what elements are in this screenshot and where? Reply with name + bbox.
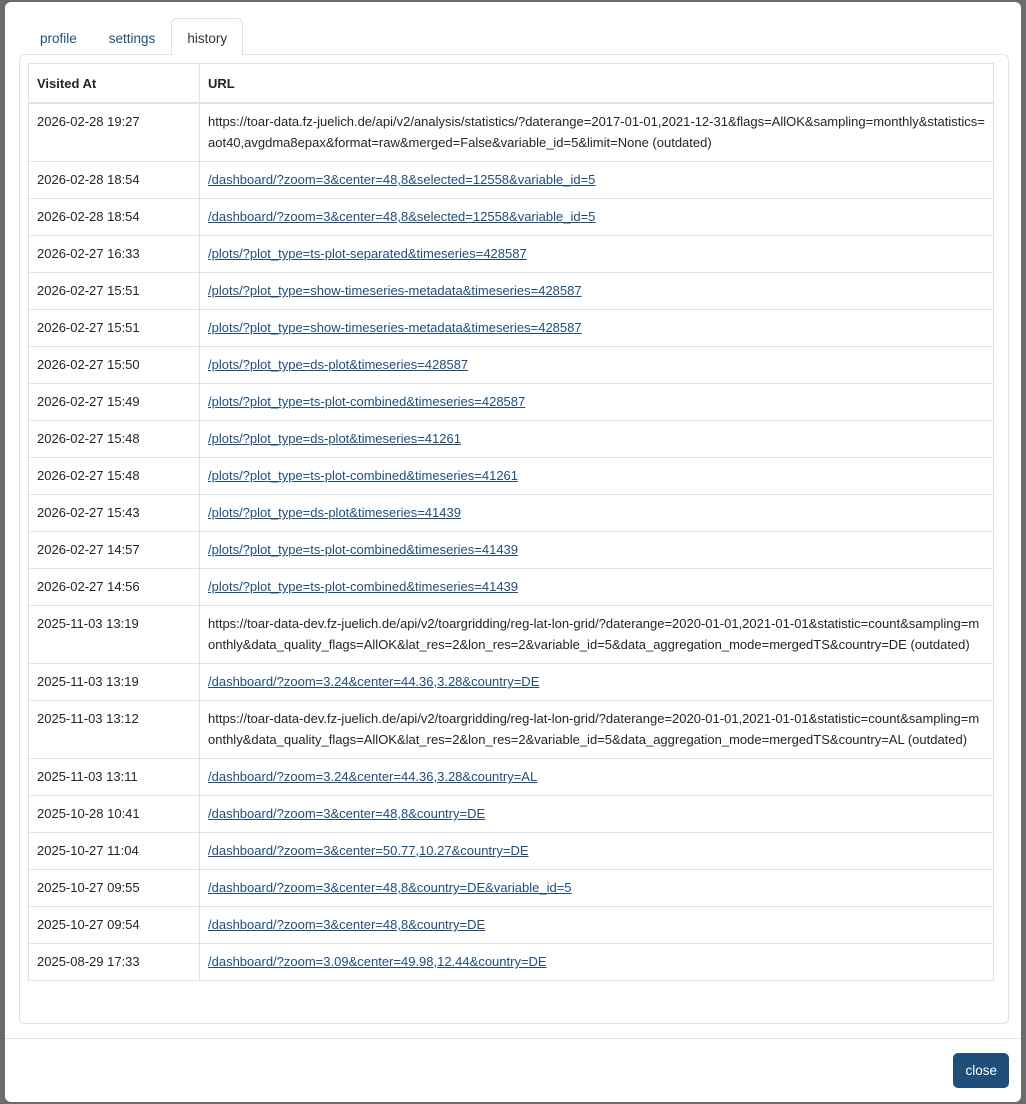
visited-at-cell: 2026-02-27 15:51 bbox=[29, 273, 200, 310]
history-link[interactable]: /dashboard/?zoom=3&center=48,8&selected=12558&variable_id=5 bbox=[208, 172, 596, 187]
visited-at-cell: 2026-02-27 14:56 bbox=[29, 569, 200, 606]
table-row bbox=[29, 458, 994, 495]
url-cell bbox=[200, 310, 994, 347]
history-panel bbox=[19, 54, 1009, 1024]
close-button[interactable]: close bbox=[953, 1053, 1009, 1088]
url-cell bbox=[200, 870, 994, 907]
visited-at-cell: 2026-02-28 19:27 bbox=[29, 103, 200, 162]
visited-at-cell: 2026-02-28 18:54 bbox=[29, 162, 200, 199]
history-link[interactable]: /dashboard/?zoom=3&center=48,8&country=DE bbox=[208, 806, 486, 821]
history-link[interactable]: /dashboard/?zoom=3&center=50.77,10.27&country=DE bbox=[208, 843, 529, 858]
history-link[interactable]: /plots/?plot_type=show-timeseries-metadata&timeseries=428587 bbox=[208, 283, 582, 298]
url-cell bbox=[200, 347, 994, 384]
visited-at-cell: 2026-02-27 15:51 bbox=[29, 310, 200, 347]
history-scroll-area[interactable] bbox=[28, 63, 1002, 1017]
url-cell bbox=[200, 796, 994, 833]
history-link[interactable]: /plots/?plot_type=ts-plot-separated&timeseries=428587 bbox=[208, 246, 527, 261]
history-link[interactable]: /plots/?plot_type=ds-plot&timeseries=428587 bbox=[208, 357, 469, 372]
history-link[interactable]: /plots/?plot_type=ts-plot-combined&timeseries=41439 bbox=[208, 542, 519, 557]
table-row bbox=[29, 759, 994, 796]
url-cell: https://toar-data-dev.fz-juelich.de/api/v2/toargridding/reg-lat-lon-grid/?daterange=2020-01-01,2021-01-01&statistic=count&sampling=monthly&data_quality_flags=AllOK&lat_res=2&lon_res=2&variable_id=5&data_aggregation_mode=mergedTS&country=AL (outdated) bbox=[200, 701, 994, 759]
url-cell bbox=[200, 162, 994, 199]
history-link[interactable]: /plots/?plot_type=ts-plot-combined&timeseries=41261 bbox=[208, 468, 519, 483]
table-row bbox=[29, 162, 994, 199]
table-row bbox=[29, 532, 994, 569]
url-cell bbox=[200, 458, 994, 495]
history-table bbox=[28, 63, 994, 981]
url-cell: https://toar-data-dev.fz-juelich.de/api/v2/toargridding/reg-lat-lon-grid/?daterange=2020-01-01,2021-01-01&statistic=count&sampling=monthly&data_quality_flags=AllOK&lat_res=2&lon_res=2&variable_id=5&data_aggregation_mode=mergedTS&country=DE (outdated) bbox=[200, 606, 994, 664]
url-cell bbox=[200, 236, 994, 273]
visited-at-cell: 2025-10-27 09:55 bbox=[29, 870, 200, 907]
table-row bbox=[29, 347, 994, 384]
history-link[interactable]: /dashboard/?zoom=3&center=48,8&selected=12558&variable_id=5 bbox=[208, 209, 596, 224]
url-cell bbox=[200, 907, 994, 944]
table-row bbox=[29, 569, 994, 606]
visited-at-cell: 2026-02-27 15:48 bbox=[29, 458, 200, 495]
url-cell bbox=[200, 273, 994, 310]
tab-bar bbox=[24, 18, 243, 56]
table-row bbox=[29, 421, 994, 458]
history-modal bbox=[5, 2, 1021, 1102]
url-cell bbox=[200, 759, 994, 796]
url-cell bbox=[200, 664, 994, 701]
table-row bbox=[29, 833, 994, 870]
url-cell bbox=[200, 569, 994, 606]
visited-at-cell: 2026-02-27 14:57 bbox=[29, 532, 200, 569]
tab-settings[interactable]: settings bbox=[108, 31, 156, 46]
history-link[interactable]: /dashboard/?zoom=3.09&center=49.98,12.44&country=DE bbox=[208, 954, 547, 969]
url-cell bbox=[200, 532, 994, 569]
table-row bbox=[29, 606, 994, 664]
table-row bbox=[29, 664, 994, 701]
modal-footer-divider bbox=[5, 1038, 1021, 1039]
column-header-visited-at: Visited At bbox=[29, 64, 200, 104]
visited-at-cell: 2025-11-03 13:11 bbox=[29, 759, 200, 796]
column-header-url: URL bbox=[200, 64, 994, 104]
visited-at-cell: 2025-11-03 13:12 bbox=[29, 701, 200, 759]
visited-at-cell: 2026-02-28 18:54 bbox=[29, 199, 200, 236]
visited-at-cell: 2026-02-27 15:43 bbox=[29, 495, 200, 532]
visited-at-cell: 2025-11-03 13:19 bbox=[29, 606, 200, 664]
table-row bbox=[29, 495, 994, 532]
visited-at-cell: 2026-02-27 15:50 bbox=[29, 347, 200, 384]
history-link[interactable]: /plots/?plot_type=ts-plot-combined&timeseries=41439 bbox=[208, 579, 519, 594]
url-cell bbox=[200, 495, 994, 532]
history-link[interactable]: /dashboard/?zoom=3.24&center=44.36,3.28&country=AL bbox=[208, 769, 538, 784]
table-row bbox=[29, 236, 994, 273]
visited-at-cell: 2025-10-28 10:41 bbox=[29, 796, 200, 833]
visited-at-cell: 2026-02-27 16:33 bbox=[29, 236, 200, 273]
url-cell bbox=[200, 833, 994, 870]
visited-at-cell: 2026-02-27 15:49 bbox=[29, 384, 200, 421]
history-link[interactable]: /dashboard/?zoom=3&center=48,8&country=DE&variable_id=5 bbox=[208, 880, 572, 895]
visited-at-cell: 2025-08-29 17:33 bbox=[29, 944, 200, 981]
table-row bbox=[29, 273, 994, 310]
table-row bbox=[29, 944, 994, 981]
url-cell bbox=[200, 199, 994, 236]
tab-profile[interactable]: profile bbox=[40, 31, 77, 46]
table-row bbox=[29, 199, 994, 236]
table-row bbox=[29, 796, 994, 833]
table-row bbox=[29, 103, 994, 162]
history-link[interactable]: /plots/?plot_type=ts-plot-combined&timeseries=428587 bbox=[208, 394, 526, 409]
table-row bbox=[29, 310, 994, 347]
table-row bbox=[29, 384, 994, 421]
url-cell bbox=[200, 384, 994, 421]
visited-at-cell: 2026-02-27 15:48 bbox=[29, 421, 200, 458]
visited-at-cell: 2025-10-27 09:54 bbox=[29, 907, 200, 944]
history-link[interactable]: /plots/?plot_type=ds-plot&timeseries=41261 bbox=[208, 431, 461, 446]
history-link[interactable]: /plots/?plot_type=ds-plot&timeseries=41439 bbox=[208, 505, 461, 520]
history-link[interactable]: /dashboard/?zoom=3&center=48,8&country=DE bbox=[208, 917, 486, 932]
url-cell bbox=[200, 421, 994, 458]
history-link[interactable]: /plots/?plot_type=show-timeseries-metadata&timeseries=428587 bbox=[208, 320, 582, 335]
visited-at-cell: 2025-11-03 13:19 bbox=[29, 664, 200, 701]
table-row bbox=[29, 870, 994, 907]
url-cell bbox=[200, 944, 994, 981]
table-row bbox=[29, 701, 994, 759]
tab-history[interactable]: history bbox=[171, 18, 243, 56]
visited-at-cell: 2025-10-27 11:04 bbox=[29, 833, 200, 870]
history-link[interactable]: /dashboard/?zoom=3.24&center=44.36,3.28&country=DE bbox=[208, 674, 540, 689]
table-row bbox=[29, 907, 994, 944]
url-cell: https://toar-data.fz-juelich.de/api/v2/analysis/statistics/?daterange=2017-01-01,2021-12-31&flags=AllOK&sampling=monthly&statistics=aot40,avgdma8epax&format=raw&merged=False&variable_id=5&limit=None (outdated) bbox=[200, 103, 994, 162]
